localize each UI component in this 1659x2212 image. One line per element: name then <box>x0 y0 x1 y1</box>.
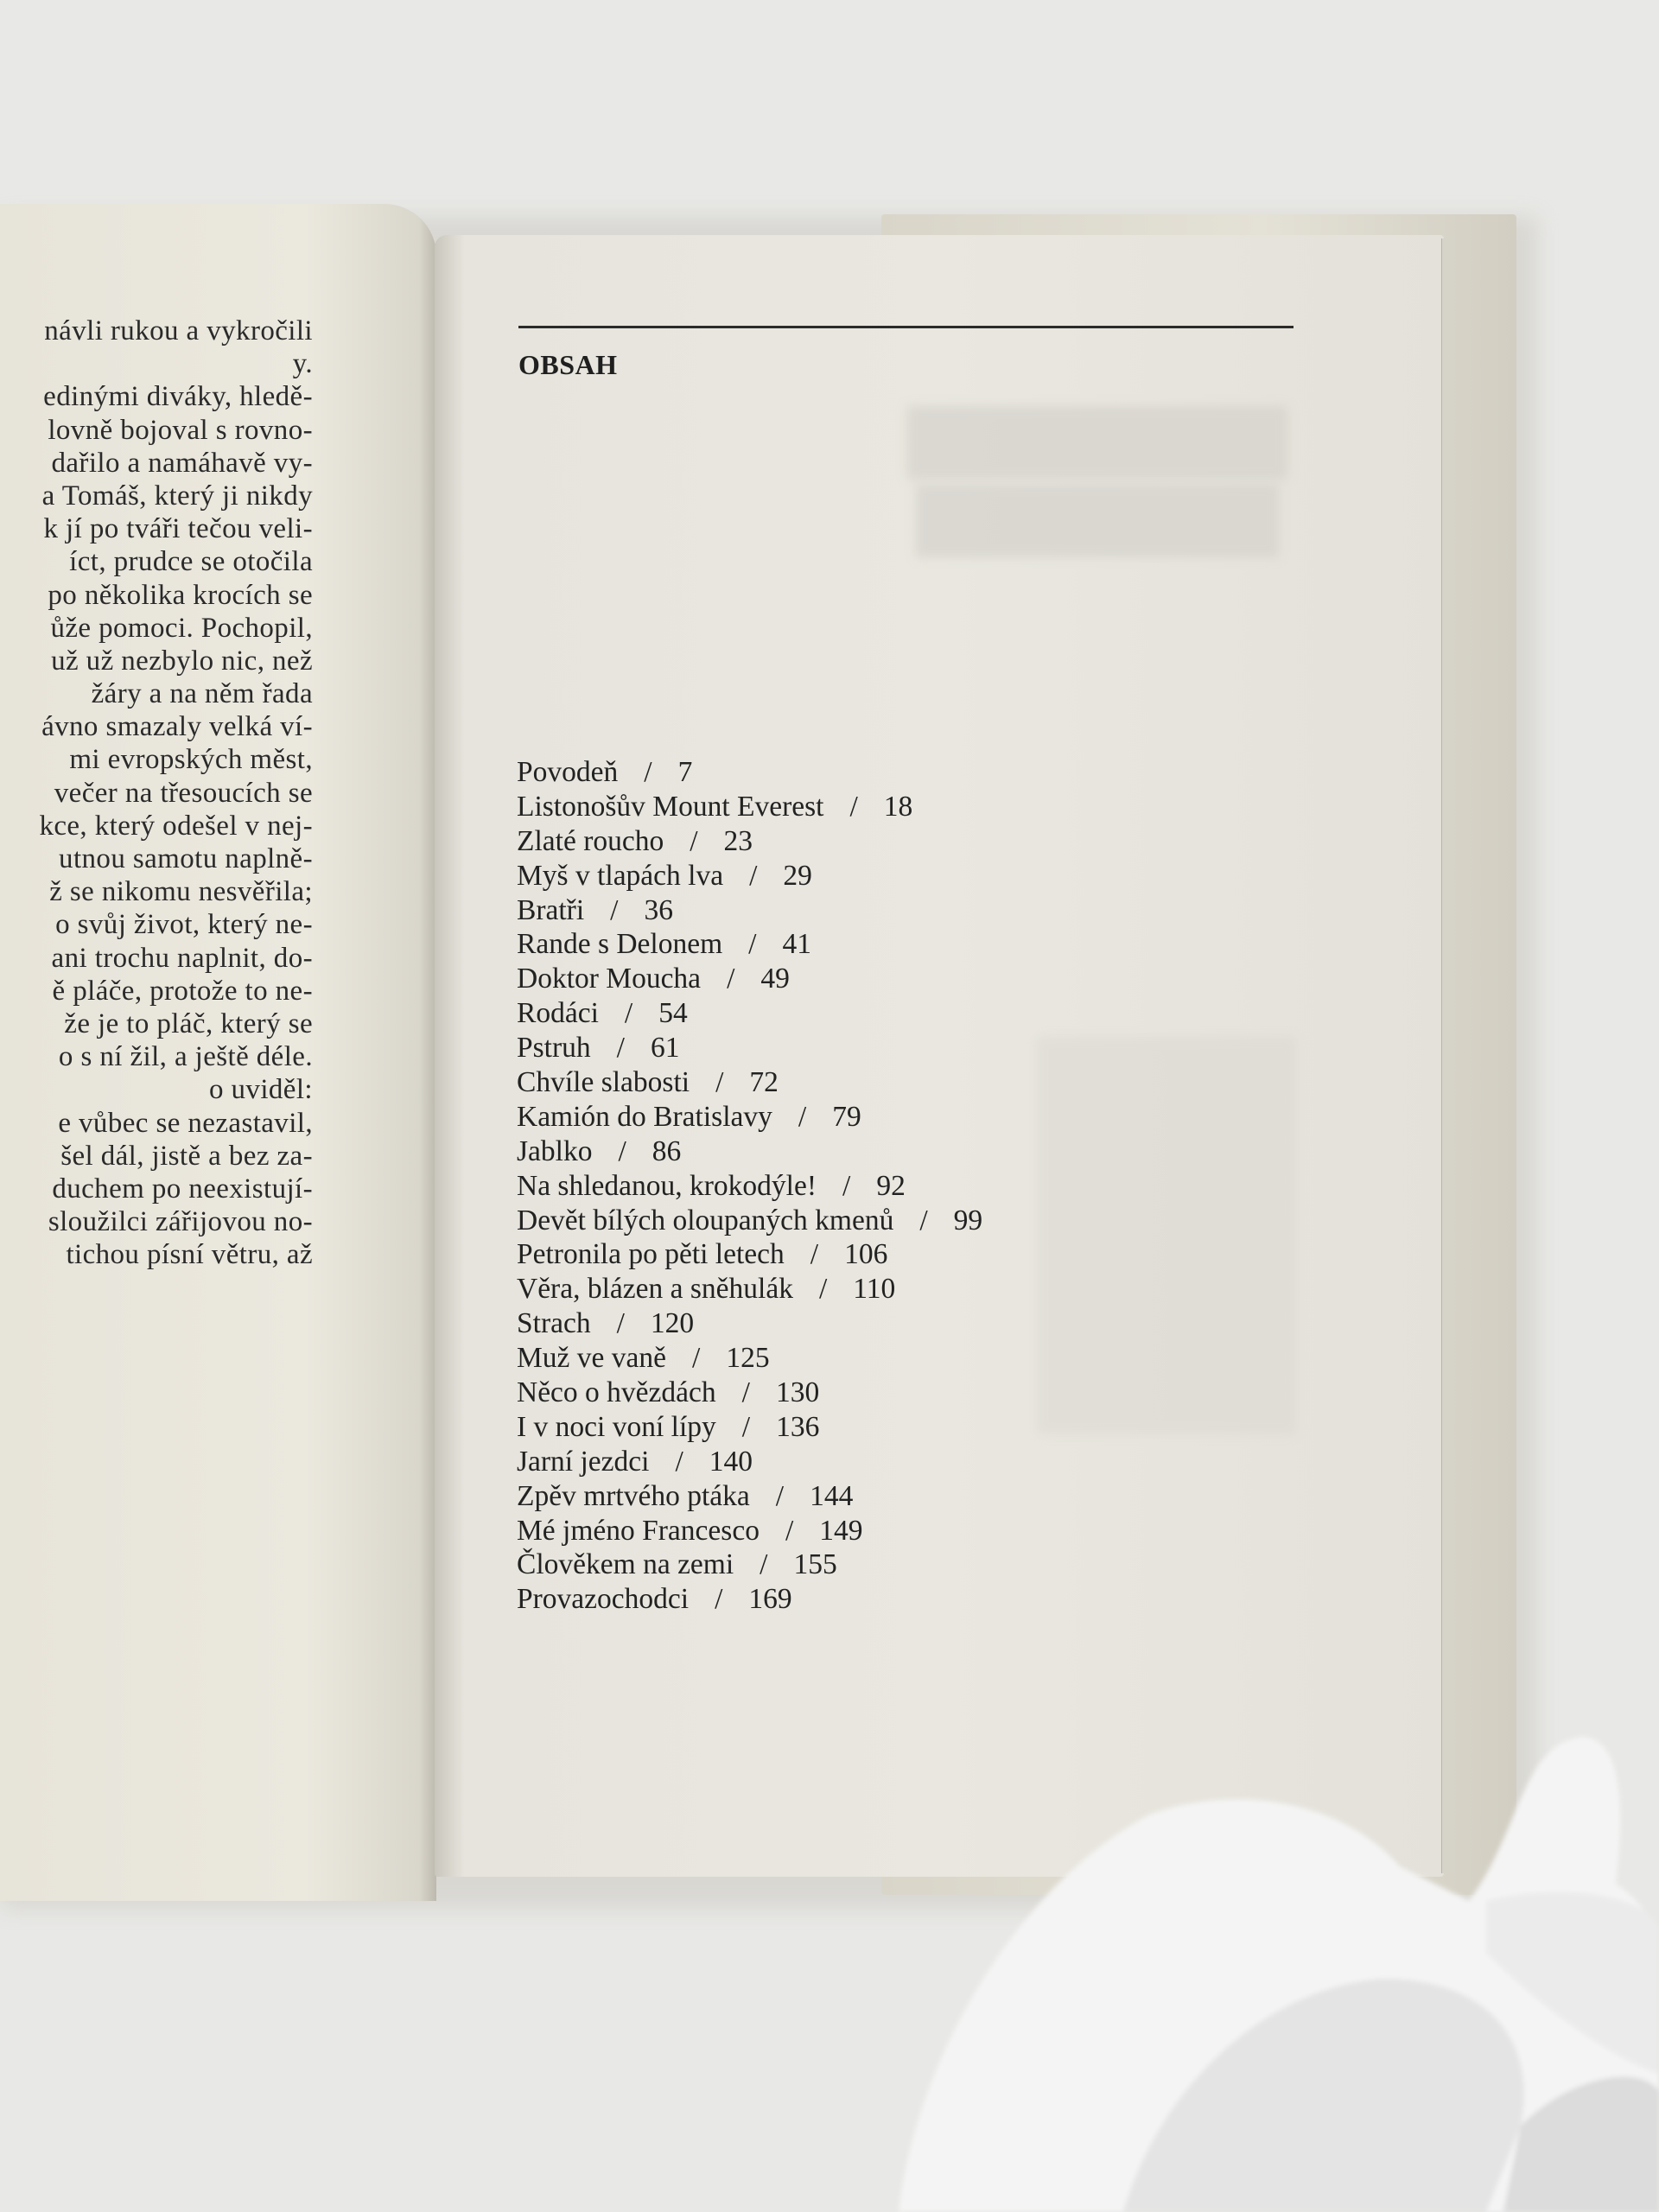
toc-entry <box>517 927 982 962</box>
toc-entry-page: 18 <box>883 790 913 823</box>
toc-separator: / <box>760 1548 768 1581</box>
toc-separator: / <box>748 928 757 961</box>
heading-rule <box>518 326 1294 328</box>
toc-separator: / <box>690 824 698 857</box>
toc-entry-page: 110 <box>853 1273 896 1306</box>
toc-entry-page: 61 <box>650 1032 680 1065</box>
text-line: žáry a na něm řada <box>91 678 313 710</box>
toc-separator: / <box>618 1135 626 1167</box>
text-line: utnou samotu naplně- <box>59 843 313 874</box>
toc-entry <box>517 824 982 859</box>
text-line: lovně bojoval s rovno- <box>48 414 313 446</box>
toc-entry <box>517 893 982 928</box>
toc-separator: / <box>741 1410 751 1443</box>
toc-entry <box>517 1548 982 1582</box>
toc-entry-title: Myš v tlapách lva <box>517 859 724 892</box>
toc-entry-page: 36 <box>644 893 673 926</box>
text-line: tichou písní větru, až <box>66 1239 313 1271</box>
toc-entry <box>517 1031 982 1065</box>
toc-entry-title: Na shledanou, krokodýle! <box>517 1169 817 1202</box>
toc-entry-title: Chvíle slabosti <box>517 1066 690 1099</box>
toc-entry <box>517 962 982 996</box>
toc-entry-page: 130 <box>775 1376 820 1409</box>
toc-entry-page: 49 <box>760 963 790 995</box>
toc-entry-title: Věra, blázen a sněhulák <box>517 1273 793 1306</box>
text-line: ě pláče, protože to ne- <box>52 975 313 1007</box>
toc-entry-page: 125 <box>726 1342 770 1375</box>
text-line: duchem po neexistují- <box>52 1173 313 1205</box>
text-line: návli rukou a vykročili <box>44 315 313 346</box>
toc-separator: / <box>749 859 758 892</box>
toc-entry-page: 7 <box>677 756 693 788</box>
toc-separator: / <box>798 1100 807 1133</box>
toc-entry-page: 136 <box>776 1410 820 1443</box>
toc-entry <box>517 859 982 893</box>
toc-entry <box>517 790 982 824</box>
text-line: y. <box>292 348 313 380</box>
toc-entry <box>517 1341 982 1376</box>
toc-entry <box>517 1445 982 1479</box>
text-line: po několika krocích se <box>48 579 313 611</box>
toc-entry-page: 23 <box>723 824 753 857</box>
text-line: e vůbec se nezastavil, <box>58 1107 313 1139</box>
toc-entry <box>517 1514 982 1548</box>
text-line: ávno smazaly velká ví- <box>41 711 313 743</box>
toc-entry-title: Petronila po pěti letech <box>517 1238 785 1271</box>
toc-entry-title: Kamión do Bratislavy <box>517 1100 772 1133</box>
show-through-title <box>907 406 1287 480</box>
show-through-imprint <box>1037 1037 1296 1434</box>
toc-entry-title: Člověkem na zemi <box>517 1548 734 1581</box>
text-line: dařilo a namáhavě vy- <box>51 447 313 479</box>
toc-entry <box>517 1204 982 1238</box>
toc-entry-page: 29 <box>783 859 812 892</box>
toc-entry-title: Provazochodci <box>517 1583 690 1616</box>
toc-entry <box>517 1237 982 1272</box>
toc-separator: / <box>675 1445 683 1478</box>
toc-entry-page: 120 <box>650 1307 695 1340</box>
toc-separator: / <box>644 756 652 788</box>
toc-entry-page: 106 <box>844 1238 888 1271</box>
toc-entry-title: Muž ve vaně <box>517 1342 667 1375</box>
toc-entry-title: I v noci voní lípy <box>517 1410 716 1443</box>
toc-separator: / <box>741 1376 750 1409</box>
page-edge <box>1441 238 1452 1873</box>
toc-entry-page: 79 <box>832 1100 861 1133</box>
toc-separator: / <box>919 1204 928 1236</box>
toc-entry-title: Zlaté roucho <box>517 824 664 857</box>
toc-entry <box>517 1479 982 1514</box>
text-line: šel dál, jistě a bez za- <box>60 1140 313 1172</box>
toc-entry-title: Něco o hvězdách <box>517 1376 716 1409</box>
toc-entry-page: 41 <box>782 928 811 961</box>
toc-entry <box>517 755 982 790</box>
toc-separator: / <box>715 1583 723 1616</box>
text-line: o svůj život, který ne- <box>55 909 313 941</box>
toc-entry-page: 140 <box>709 1445 753 1478</box>
toc-separator: / <box>849 790 858 823</box>
toc-entry-title: Zpěv mrtvého ptáka <box>517 1479 750 1512</box>
toc-entry-page: 169 <box>748 1583 792 1616</box>
toc-entry <box>517 1135 982 1169</box>
left-page-text <box>0 315 313 1271</box>
toc-entry-title: Listonošův Mount Everest <box>517 790 824 823</box>
toc-entry-title: Strach <box>517 1307 591 1340</box>
table-of-contents <box>517 755 982 1617</box>
toc-entry <box>517 1410 982 1445</box>
toc-entry-title: Jablko <box>517 1135 593 1167</box>
toc-separator: / <box>715 1066 724 1099</box>
toc-separator: / <box>775 1479 785 1512</box>
toc-separator: / <box>624 997 633 1030</box>
toc-entry-page: 54 <box>658 997 688 1030</box>
toc-separator: / <box>842 1169 851 1202</box>
text-line: k jí po tváři tečou veli- <box>43 513 313 545</box>
toc-entry-page: 149 <box>819 1514 863 1547</box>
toc-entry-title: Doktor Moucha <box>517 963 702 995</box>
toc-entry <box>517 1272 982 1306</box>
toc-entry-page: 86 <box>652 1135 682 1167</box>
text-line: sloužilci zářijovou no- <box>48 1206 313 1238</box>
toc-separator: / <box>692 1342 701 1375</box>
toc-entry <box>517 1169 982 1204</box>
toc-entry <box>517 1376 982 1410</box>
toc-entry-title: Jarní jezdci <box>517 1445 650 1478</box>
toc-entry-title: Bratři <box>517 893 585 926</box>
toc-entry-page: 92 <box>876 1169 906 1202</box>
toc-entry-title: Devět bílých oloupaných kmenů <box>517 1204 894 1236</box>
left-page <box>0 204 436 1901</box>
toc-entry-title: Rande s Delonem <box>517 928 723 961</box>
text-line: večer na třesoucích se <box>54 777 313 809</box>
toc-separator: / <box>785 1514 794 1547</box>
toc-entry <box>517 996 982 1031</box>
text-line: už už nezbylo nic, než <box>51 645 313 677</box>
show-through-title <box>916 484 1279 557</box>
text-line: íct, prudce se otočila <box>69 546 313 578</box>
toc-entry <box>517 1065 982 1100</box>
toc-separator: / <box>727 963 735 995</box>
toc-entry-page: 72 <box>749 1066 779 1099</box>
text-line: mi evropských měst, <box>69 744 313 776</box>
toc-separator: / <box>818 1273 828 1306</box>
text-line: ž se nikomu nesvěřila; <box>49 876 313 908</box>
toc-separator: / <box>810 1238 819 1271</box>
toc-entry-title: Rodáci <box>517 997 599 1030</box>
toc-separator: / <box>610 893 619 926</box>
text-line: že je to pláč, který se <box>64 1007 313 1039</box>
text-line: edinými diváky, hledě- <box>43 381 313 413</box>
toc-separator: / <box>616 1032 625 1065</box>
toc-entry-title: Povodeň <box>517 756 619 788</box>
toc-entry-page: 155 <box>793 1548 837 1581</box>
text-line: a Tomáš, který ji nikdy <box>41 480 313 512</box>
text-line: kce, který odešel v nej- <box>39 810 313 842</box>
toc-entry-page: 99 <box>953 1204 983 1236</box>
text-line: o uviděl: <box>208 1074 313 1106</box>
toc-separator: / <box>616 1307 625 1340</box>
page-title: OBSAH <box>518 349 618 380</box>
text-line: o s ní žil, a ještě déle. <box>58 1041 313 1073</box>
toc-entry-title: Pstruh <box>517 1032 591 1065</box>
toc-entry <box>517 1100 982 1135</box>
toc-entry-title: Mé jméno Francesco <box>517 1514 760 1547</box>
text-line: ani trochu naplnit, do- <box>51 942 313 974</box>
toc-entry-page: 144 <box>810 1479 854 1512</box>
toc-entry <box>517 1582 982 1617</box>
text-line: ůže pomoci. Pochopil, <box>50 612 313 644</box>
toc-entry <box>517 1306 982 1341</box>
